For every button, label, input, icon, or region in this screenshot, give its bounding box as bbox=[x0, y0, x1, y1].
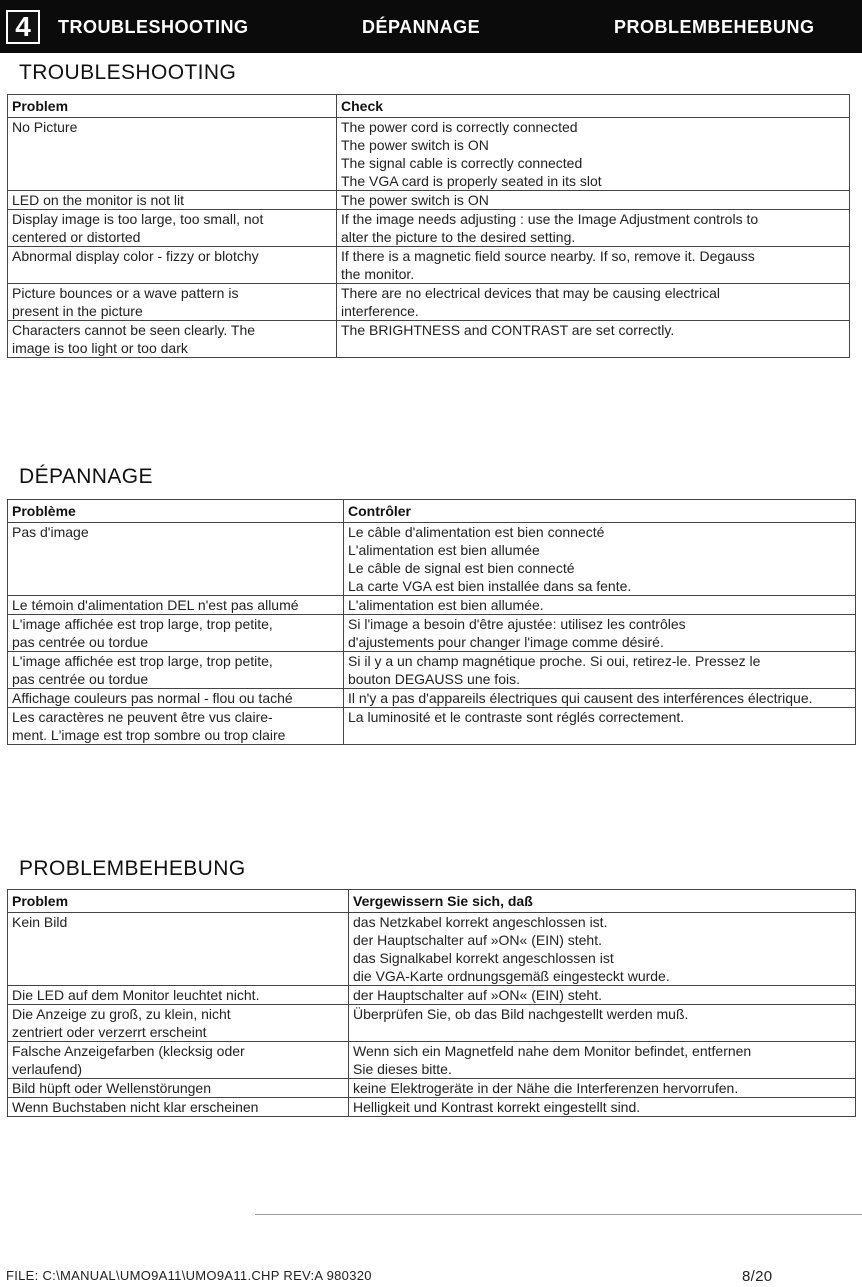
problem-text-line: Pas d'image bbox=[12, 524, 89, 540]
check-text-line: The signal cable is correctly connected bbox=[341, 155, 583, 171]
check-text-line: La luminosité et le contraste sont réglés correctement. bbox=[348, 709, 685, 725]
table-row bbox=[8, 652, 856, 689]
problem-cell bbox=[8, 191, 337, 210]
problem-cell bbox=[8, 1079, 349, 1098]
problem-cell bbox=[8, 708, 344, 745]
column-header-check: Check bbox=[337, 95, 850, 118]
table-row bbox=[8, 247, 850, 284]
page-divider-line bbox=[255, 1214, 862, 1215]
problem-text-line: L'image affichée est trop large, trop petite, bbox=[12, 653, 273, 669]
check-cell bbox=[344, 689, 856, 708]
table-header-row bbox=[8, 890, 856, 913]
check-cell bbox=[344, 708, 856, 745]
problem-text-line: L'image affichée est trop large, trop petite, bbox=[12, 616, 273, 632]
check-text-line: Sie dieses bitte. bbox=[353, 1061, 452, 1077]
check-cell bbox=[349, 913, 856, 986]
column-header-problem: Problem bbox=[8, 95, 337, 118]
check-text-line: If the image needs adjusting : use the Image Adjustment controls to bbox=[341, 211, 759, 227]
check-text-line: There are no electrical devices that may be causing electrical bbox=[341, 285, 720, 301]
check-text-line: the monitor. bbox=[341, 266, 415, 282]
table-row bbox=[8, 689, 856, 708]
check-text-line: Il n'y a pas d'appareils électriques qui causent des interférences électrique. bbox=[348, 690, 813, 706]
section-header-bar bbox=[0, 0, 862, 53]
header-title-english: TROUBLESHOOTING bbox=[58, 17, 249, 37]
problem-text-line: centered or distorted bbox=[12, 229, 141, 245]
check-text-line: L'alimentation est bien allumée. bbox=[348, 597, 544, 613]
table-header-row bbox=[8, 500, 856, 523]
section-title-english: TROUBLESHOOTING bbox=[19, 61, 237, 84]
table-row bbox=[8, 284, 850, 321]
table-row bbox=[8, 913, 856, 986]
table-row bbox=[8, 523, 856, 596]
problem-cell bbox=[8, 652, 344, 689]
check-cell bbox=[349, 1005, 856, 1042]
table-row bbox=[8, 1079, 856, 1098]
check-text-line: das Signalkabel korrekt angeschlossen ist bbox=[353, 950, 614, 966]
check-cell bbox=[349, 1098, 856, 1117]
check-text-line: Le câble d'alimentation est bien connecté bbox=[348, 524, 605, 540]
check-text-line: The power cord is correctly connected bbox=[341, 119, 578, 135]
troubleshooting-table-german bbox=[7, 889, 856, 1117]
header-title-french: DÉPANNAGE bbox=[362, 17, 481, 37]
problem-cell bbox=[8, 913, 349, 986]
problem-text-line: Affichage couleurs pas normal - flou ou taché bbox=[12, 690, 293, 706]
check-text-line: Si l'image a besoin d'être ajustée: utilisez les contrôles bbox=[348, 616, 686, 632]
problem-text-line: LED on the monitor is not lit bbox=[12, 192, 184, 208]
column-header-problem: Problem bbox=[8, 890, 349, 913]
header-title-german: PROBLEMBEHEBUNG bbox=[614, 17, 815, 37]
problem-cell bbox=[8, 523, 344, 596]
problem-cell bbox=[8, 247, 337, 284]
problem-text-line: Wenn Buchstaben nicht klar erscheinen bbox=[12, 1099, 259, 1115]
problem-text-line: pas centrée ou tordue bbox=[12, 634, 149, 650]
section-title-french: DÉPANNAGE bbox=[19, 465, 153, 488]
check-cell bbox=[349, 1042, 856, 1079]
problem-text-line: verlaufend) bbox=[12, 1061, 83, 1077]
problem-text-line: Picture bounces or a wave pattern is bbox=[12, 285, 239, 301]
section-number-badge: 4 bbox=[6, 10, 40, 44]
check-cell bbox=[344, 615, 856, 652]
check-cell bbox=[337, 247, 850, 284]
problem-text-line: Le témoin d'alimentation DEL n'est pas allumé bbox=[12, 597, 299, 613]
table-row bbox=[8, 210, 850, 247]
problem-text-line: ment. L'image est trop sombre ou trop claire bbox=[12, 727, 286, 743]
table-row bbox=[8, 708, 856, 745]
problem-cell bbox=[8, 321, 337, 358]
problem-cell bbox=[8, 118, 337, 191]
problem-cell bbox=[8, 596, 344, 615]
check-text-line: der Hauptschalter auf »ON« (EIN) steht. bbox=[353, 932, 602, 948]
troubleshooting-table-english bbox=[7, 94, 850, 358]
problem-text-line: Die Anzeige zu groß, zu klein, nicht bbox=[12, 1006, 231, 1022]
problem-cell bbox=[8, 210, 337, 247]
check-cell bbox=[344, 596, 856, 615]
check-text-line: If there is a magnetic field source nearby. If so, remove it. Degauss bbox=[341, 248, 755, 264]
check-text-line: die VGA-Karte ordnungsgemäß eingesteckt wurde. bbox=[353, 968, 670, 984]
check-text-line: der Hauptschalter auf »ON« (EIN) steht. bbox=[353, 987, 602, 1003]
table-row bbox=[8, 191, 850, 210]
check-cell bbox=[344, 652, 856, 689]
problem-text-line: Les caractères ne peuvent être vus claire- bbox=[12, 709, 273, 725]
column-header-check: Vergewissern Sie sich, daß bbox=[349, 890, 856, 913]
footer-file-path: FILE: C:\MANUAL\UMO9A11\UMO9A11.CHP REV:A 980320 bbox=[6, 1268, 372, 1283]
table-row bbox=[8, 986, 856, 1005]
problem-cell bbox=[8, 1005, 349, 1042]
table-row bbox=[8, 1042, 856, 1079]
table-row bbox=[8, 321, 850, 358]
problem-text-line: Falsche Anzeigefarben (klecksig oder bbox=[12, 1043, 245, 1059]
check-text-line: bouton DEGAUSS une fois. bbox=[348, 671, 520, 687]
check-cell bbox=[349, 1079, 856, 1098]
check-text-line: Überprüfen Sie, ob das Bild nachgestellt werden muß. bbox=[353, 1006, 689, 1022]
section-title-german: PROBLEMBEHEBUNG bbox=[19, 857, 246, 880]
problem-cell bbox=[8, 1042, 349, 1079]
problem-text-line: Bild hüpft oder Wellenstörungen bbox=[12, 1080, 211, 1096]
check-cell bbox=[337, 210, 850, 247]
check-text-line: L'alimentation est bien allumée bbox=[348, 542, 540, 558]
problem-text-line: Characters cannot be seen clearly. The bbox=[12, 322, 256, 338]
check-text-line: Helligkeit und Kontrast korrekt eingestellt sind. bbox=[353, 1099, 641, 1115]
column-header-check: Contrôler bbox=[344, 500, 856, 523]
check-cell bbox=[337, 118, 850, 191]
check-text-line: The power switch is ON bbox=[341, 137, 489, 153]
check-text-line: The power switch is ON bbox=[341, 192, 489, 208]
check-text-line: das Netzkabel korrekt angeschlossen ist. bbox=[353, 914, 608, 930]
troubleshooting-table-french bbox=[7, 499, 856, 745]
check-text-line: Si il y a un champ magnétique proche. Si oui, retirez-le. Pressez le bbox=[348, 653, 761, 669]
table-row bbox=[8, 1005, 856, 1042]
check-text-line: d'ajustements pour changer l'image comme désiré. bbox=[348, 634, 664, 650]
problem-cell bbox=[8, 1098, 349, 1117]
problem-text-line: No Picture bbox=[12, 119, 78, 135]
check-text-line: The BRIGHTNESS and CONTRAST are set correctly. bbox=[341, 322, 675, 338]
table-row bbox=[8, 615, 856, 652]
problem-cell bbox=[8, 986, 349, 1005]
table-header-row bbox=[8, 95, 850, 118]
column-header-problem: Problème bbox=[8, 500, 344, 523]
problem-text-line: present in the picture bbox=[12, 303, 143, 319]
check-cell bbox=[344, 523, 856, 596]
check-text-line: keine Elektrogeräte in der Nähe die Interferenzen hervorrufen. bbox=[353, 1080, 739, 1096]
problem-cell bbox=[8, 615, 344, 652]
problem-text-line: Die LED auf dem Monitor leuchtet nicht. bbox=[12, 987, 260, 1003]
check-text-line: alter the picture to the desired setting. bbox=[341, 229, 576, 245]
table-row bbox=[8, 118, 850, 191]
check-cell bbox=[337, 284, 850, 321]
problem-text-line: Abnormal display color - fizzy or blotchy bbox=[12, 248, 259, 264]
problem-text-line: Display image is too large, too small, not bbox=[12, 211, 264, 227]
check-text-line: Le câble de signal est bien connecté bbox=[348, 560, 575, 576]
problem-cell bbox=[8, 284, 337, 321]
check-text-line: interference. bbox=[341, 303, 419, 319]
footer-page-number: 8/20 bbox=[742, 1268, 773, 1285]
check-cell bbox=[337, 191, 850, 210]
check-cell bbox=[337, 321, 850, 358]
check-text-line: Wenn sich ein Magnetfeld nahe dem Monitor befindet, entfernen bbox=[353, 1043, 752, 1059]
problem-text-line: pas centrée ou tordue bbox=[12, 671, 149, 687]
table-row bbox=[8, 1098, 856, 1117]
problem-text-line: zentriert oder verzerrt erscheint bbox=[12, 1024, 207, 1040]
problem-text-line: Kein Bild bbox=[12, 914, 68, 930]
problem-text-line: image is too light or too dark bbox=[12, 340, 188, 356]
check-text-line: The VGA card is properly seated in its slot bbox=[341, 173, 602, 189]
check-text-line: La carte VGA est bien installée dans sa fente. bbox=[348, 578, 632, 594]
problem-cell bbox=[8, 689, 344, 708]
check-cell bbox=[349, 986, 856, 1005]
table-row bbox=[8, 596, 856, 615]
